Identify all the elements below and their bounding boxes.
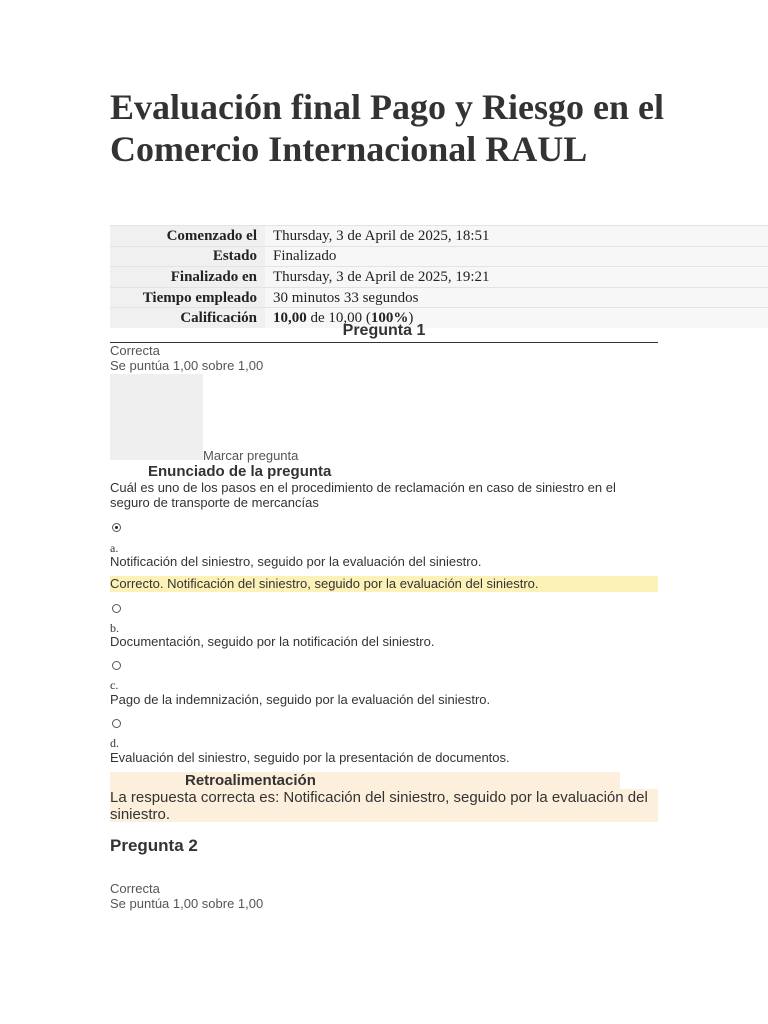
summary-row-time (110, 287, 768, 308)
question-2-status: Correcta (110, 881, 160, 896)
summary-value: 30 minutos 33 segundos (265, 287, 768, 308)
option-b-radio[interactable] (112, 604, 121, 613)
summary-label: Finalizado en (110, 267, 265, 288)
summary-label: Estado (110, 246, 265, 267)
question-2-score: Se puntúa 1,00 sobre 1,00 (110, 896, 264, 911)
option-d-text[interactable]: Evaluación del siniestro, seguido por la presentación de documentos. (110, 750, 510, 765)
grade-of: de 10,00 ( (306, 310, 371, 327)
flag-question-link[interactable]: Marcar pregunta (203, 448, 299, 463)
option-b-letter: b. (110, 621, 119, 635)
option-a-feedback: Correcto. Notificación del siniestro, seguido por la evaluación del siniestro. (110, 576, 658, 592)
summary-row-state (110, 246, 768, 267)
flag-image-placeholder (110, 374, 203, 460)
summary-label: Comenzado el (110, 226, 265, 247)
grade-percent: 100% (370, 310, 409, 327)
option-a-letter: a. (110, 541, 119, 555)
option-c-letter: c. (110, 678, 119, 692)
summary-value: Thursday, 3 de April de 2025, 19:21 (265, 267, 768, 288)
general-feedback: La respuesta correcta es: Notificación del siniestro, seguido por la evaluación del siniestro. (110, 789, 658, 822)
option-d-letter: d. (110, 736, 119, 750)
attempt-summary-table (110, 225, 768, 328)
question-1-score: Se puntúa 1,00 sobre 1,00 (110, 358, 264, 373)
summary-value: Thursday, 3 de April de 2025, 18:51 (265, 226, 768, 247)
summary-label: Tiempo empleado (110, 287, 265, 308)
summary-label: Calificación (110, 308, 265, 328)
summary-row-finished (110, 267, 768, 288)
option-a-text[interactable]: Notificación del siniestro, seguido por la evaluación del siniestro. (110, 554, 482, 569)
option-b-text[interactable]: Documentación, seguido por la notificación del siniestro. (110, 634, 435, 649)
page-title: Evaluación final Pago y Riesgo en el Comercio Internacional RAUL (110, 87, 665, 169)
grade-score: 10,00 (273, 310, 307, 327)
statement-heading: Enunciado de la pregunta (148, 463, 332, 480)
question-statement: Cuál es uno de los pasos en el procedimiento de reclamación en caso de siniestro en el seguro de transporte de mercancías (110, 480, 616, 510)
feedback-heading-box (110, 772, 620, 789)
question-1-header: Pregunta 1 (110, 322, 658, 343)
option-a-radio[interactable] (112, 523, 121, 532)
summary-value: Finalizado (265, 246, 768, 267)
summary-row-started (110, 226, 768, 247)
option-c-text[interactable]: Pago de la indemnización, seguido por la evaluación del siniestro. (110, 692, 491, 707)
question-2-header: Pregunta 2 (110, 836, 198, 855)
feedback-heading: Retroalimentación (185, 772, 316, 789)
grade-close: ) (408, 310, 414, 327)
option-c-radio[interactable] (112, 661, 121, 670)
option-d-radio[interactable] (112, 719, 121, 728)
question-1-status: Correcta (110, 343, 160, 358)
